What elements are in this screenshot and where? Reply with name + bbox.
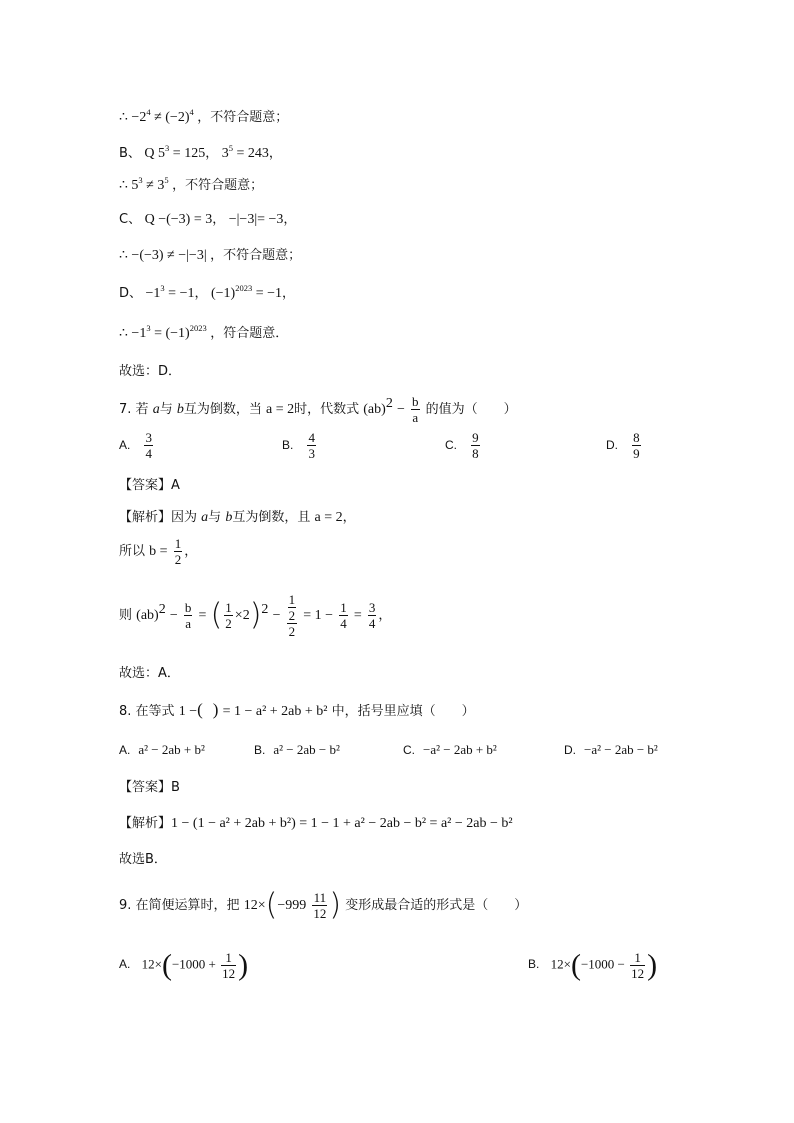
q7-option-b[interactable]: B. $\frac{4}{3}$	[282, 430, 315, 461]
solution-line-1: ∴ $-2^4 \ne (-2)^4$ ，不符合题意；	[119, 107, 289, 125]
solution-line-7: ∴ $-1^3 = (-1)^{2023}$ ，符合题意．	[119, 323, 289, 341]
q7-analysis: 【解析】因为 a与 b互为倒数，且 a = 2，	[119, 510, 356, 525]
choice-line-d: 故选：D．	[119, 364, 182, 379]
solution-line-5: ∴ −(−3) ≠ −|−3| ，不符合题意；	[119, 248, 302, 263]
q8-answer: 【答案】B	[119, 780, 180, 795]
q8-option-a[interactable]: A. a² − 2ab + b²	[119, 742, 205, 757]
q8-choose: 故选B．	[119, 852, 167, 867]
solution-line-2: B、 Q $5^3 = 125$， $3^5 = 243$，	[119, 143, 282, 161]
solution-line-4: C、 Q −(−3) = 3， −|−3|= −3，	[119, 212, 297, 227]
solution-line-3: ∴ $5^3 \ne 3^5$ ，不符合题意；	[119, 175, 264, 193]
q9-option-b[interactable]: B. 12×(−1000 − $\frac{1}{12}$ )	[528, 948, 658, 982]
q9-option-a[interactable]: A. 12×(−1000 + $\frac{1}{12}$ )	[119, 948, 249, 982]
complex-fraction: 1 2 2	[288, 592, 296, 639]
q7-option-d[interactable]: D. $\frac{8}{9}$	[606, 430, 640, 461]
q8-option-b[interactable]: B. a² − 2ab − b²	[254, 742, 340, 757]
q8-option-d[interactable]: D. −a² − 2ab − b²	[564, 742, 658, 757]
q7-option-a[interactable]: A. $\frac{3}{4}$	[119, 430, 152, 461]
q8-option-c[interactable]: C. −a² − 2ab + b²	[403, 742, 497, 757]
q7-option-c[interactable]: C. $\frac{9}{8}$	[445, 430, 479, 461]
q7-so-line: 所以 b = $\frac{1}{2}$ ，	[119, 536, 198, 567]
q8-analysis: 【解析】1 − (1 − a² + 2ab + b²) = 1 − 1 + a² − 2ab − b² = a² − 2ab − b²	[119, 816, 513, 831]
question-9-stem: 9. 在简便运算时，把 12×(−999 $\frac{11}{12}$ ) 变形成最合适的形式是（ ）	[119, 887, 528, 923]
q7-calc-line: 则 (ab)$^2$ − $\frac{b}{a}$ = ( $\frac{1}{2}$ ×2)$^2$ − 1 2 2 = 1 − $\frac{1}{4}$ = $\frac{3}{4}$ ，	[119, 592, 392, 639]
question-8-stem: 8. 在等式 1 −( ) = 1 − a² + 2ab + b² 中，括号里应填（ ）	[119, 700, 475, 719]
q7-choose: 故选：A．	[119, 666, 180, 681]
fraction-b-over-a: $\frac{b}{a}$	[412, 394, 419, 425]
solution-line-6: D、 $-1^3 = -1$， $(-1)^{2023} = -1$，	[119, 283, 296, 301]
question-7-stem: 7. 若 a与 b互为倒数，当 a = 2时，代数式 (ab)$^2$ − $\frac{b}{a}$ 的值为（ ）	[119, 394, 517, 425]
q7-answer: 【答案】A	[119, 478, 180, 493]
